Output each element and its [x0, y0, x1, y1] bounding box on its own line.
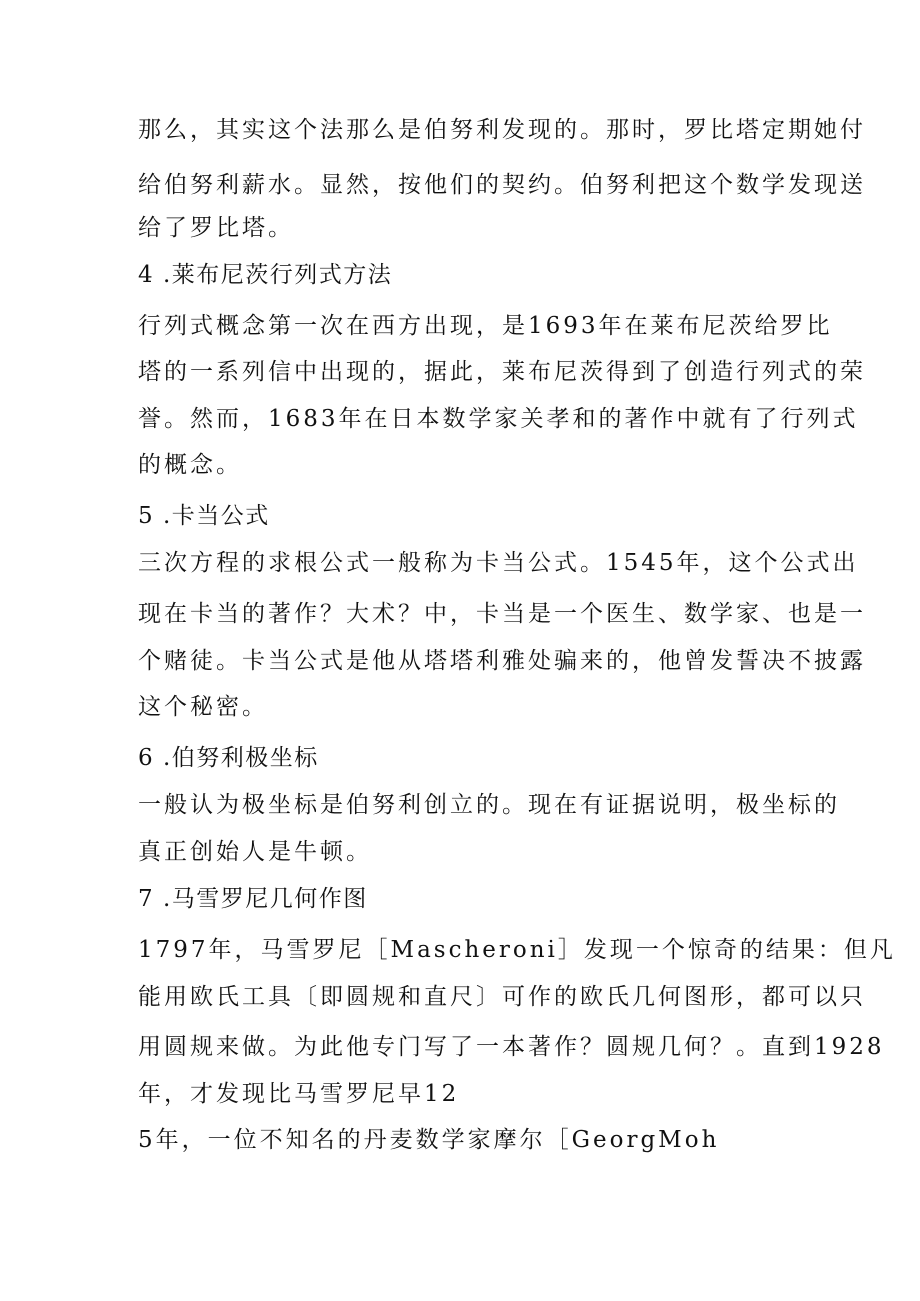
paragraph-line: 个赌徒。卡当公式是他从塔塔利雅处骗来的，他曾发誓决不披露: [138, 648, 866, 674]
section-heading-4: 4 .莱布尼茨行列式方法: [138, 262, 393, 288]
paragraph-line: 真正创始人是牛顿。: [138, 839, 372, 865]
paragraph-line: 的概念。: [138, 452, 242, 478]
paragraph-line: 行列式概念第一次在西方出现，是1693年在莱布尼茨给罗比: [138, 313, 833, 339]
section-heading-6: 6 .伯努利极坐标: [138, 745, 319, 771]
paragraph-line: 誉。然而，1683年在日本数学家关孝和的著作中就有了行列式: [138, 406, 859, 432]
paragraph-line: 5年，一位不知名的丹麦数学家摩尔［GeorgMoh: [138, 1127, 720, 1153]
paragraph-line: 用圆规来做。为此他专门写了一本著作？圆规几何？。直到1928: [138, 1034, 885, 1060]
paragraph-line: 三次方程的求根公式一般称为卡当公式。1545年，这个公式出: [138, 550, 859, 576]
paragraph-line: 一般认为极坐标是伯努利创立的。现在有证据说明，极坐标的: [138, 792, 840, 818]
paragraph-line: 塔的一系列信中出现的，据此，莱布尼茨得到了创造行列式的荣: [138, 359, 866, 385]
paragraph-line: 这个秘密。: [138, 694, 268, 720]
paragraph-line: 能用欧氏工具〔即圆规和直尺〕可作的欧氏几何图形，都可以只: [138, 984, 866, 1010]
paragraph-line: 现在卡当的著作？大术？中，卡当是一个医生、数学家、也是一: [138, 601, 866, 627]
section-heading-5: 5 .卡当公式: [138, 503, 270, 529]
paragraph-line: 年，才发现比马雪罗尼早12: [138, 1081, 460, 1107]
section-heading-7: 7 .马雪罗尼几何作图: [138, 886, 368, 912]
paragraph-line: 给了罗比塔。: [138, 215, 294, 241]
paragraph-line: 给伯努利薪水。显然，按他们的契约。伯努利把这个数学发现送: [138, 172, 866, 198]
paragraph-line: 1797年，马雪罗尼［Mascheroni］发现一个惊奇的结果：但凡: [138, 937, 896, 963]
paragraph-line: 那么，其实这个法那么是伯努利发现的。那时，罗比塔定期她付: [138, 117, 866, 143]
